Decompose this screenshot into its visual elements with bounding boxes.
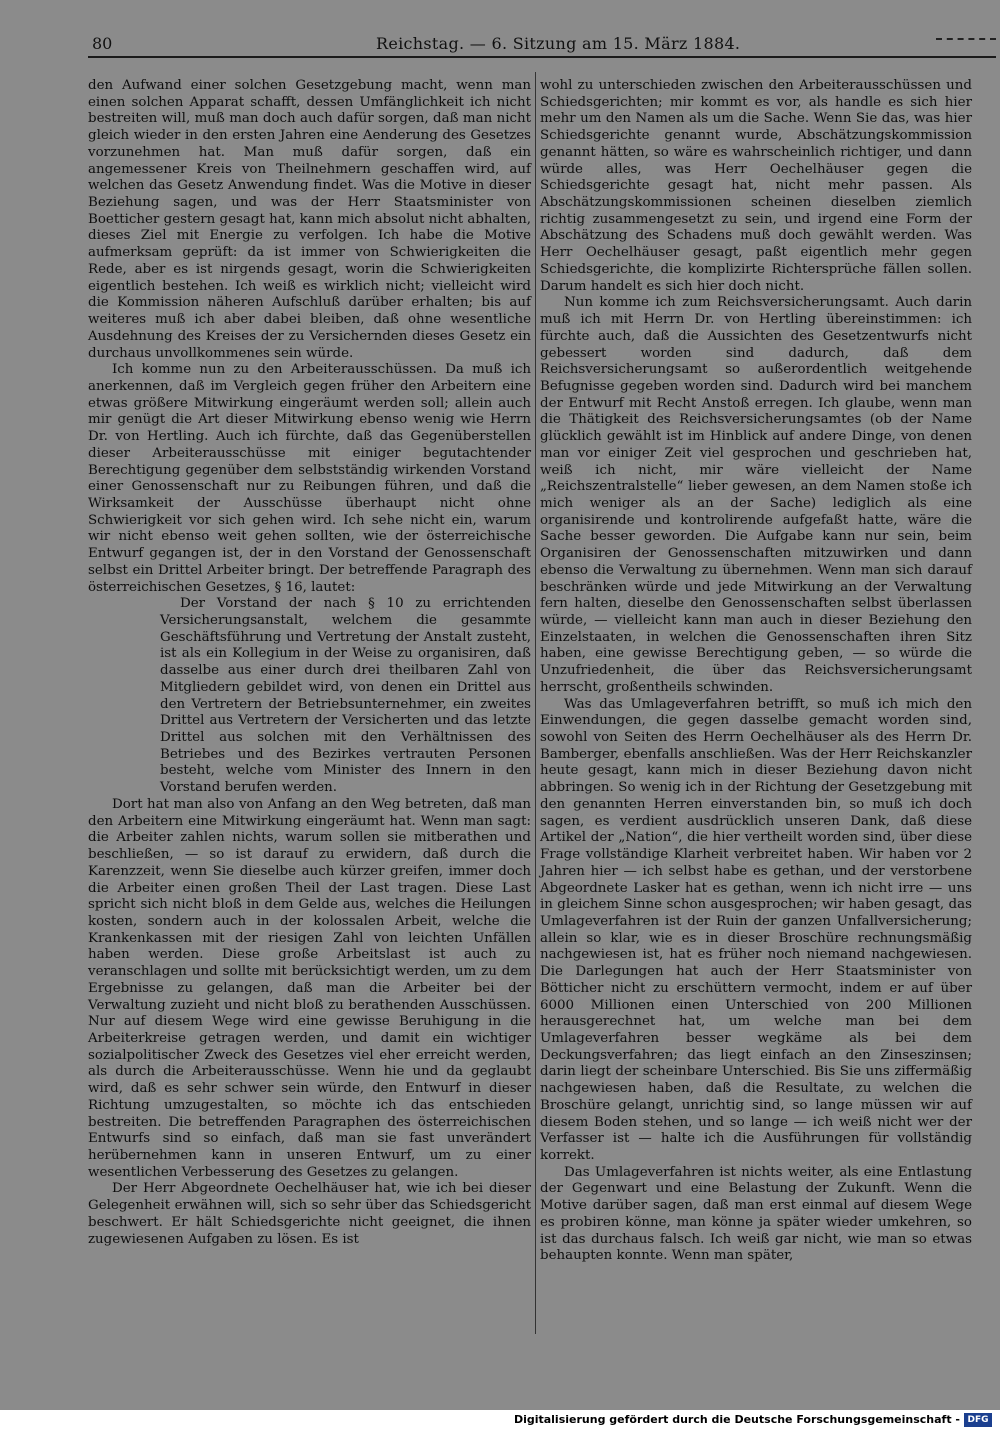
paragraph: Der Herr Abgeordnete Oechelhäuser hat, wie ich bei dieser Gelegenheit erwähnen will, sich so sehr über das Schiedsgericht beschwert. Er hält Schiedsgerichte nicht geeignet, die ihnen zugewiesenen Aufgaben zu lösen. Es ist (88, 1181, 531, 1247)
column-divider (535, 72, 536, 1334)
running-title: Reichstag. — 6. Sitzung am 15. März 1884. (376, 34, 741, 53)
dfg-logo: DFG (964, 1413, 992, 1427)
paragraph: Das Umlageverfahren ist nichts weiter, als eine Entlastung der Gegenwart und eine Belastung der Zukunft. Wenn die Motive darüber sagen, daß man erst einmal auf diesem Wege es probiren könne, man könne ja später wieder umkehren, so ist das durchaus falsch. Ich weiß gar nicht, wie man so etwas behaupten konnte. Wenn man später, (540, 1164, 972, 1264)
header-rule (936, 38, 996, 40)
page-header (88, 34, 996, 58)
footer (0, 1410, 1000, 1432)
left-column (88, 78, 531, 1248)
paragraph: Nun komme ich zum Reichsversicherungsamt. Auch darin muß ich mit Herrn Dr. von Hertling übereinstimmen: ich fürchte auch, daß die Aussichten des Gesetzentwurfs nicht gebessert worden sind dadurch, daß dem Reichsversicherungsamt so außerordentlich weitgehende Befugnisse gegeben worden sind. Dadurch wird bei manchem der Entwurf mit Recht Anstoß erregen. Ich glaube, wenn man die Thätigkeit des Reichsversicherungsamtes (ob der Name glücklich gewählt ist im Hinblick auf andere Dinge, von denen man vor einiger Zeit viel gesprochen und geschrieben hat, weiß ich nicht, mir wäre vielleicht der Name „Reichszentralstelle“ lieber gewesen, an dem Namen stoße ich mich weniger als an der Sache) lediglich als eine organisirende und kontrolirende aufgefaßt hatte, wäre die Sache besser geworden. Die Aufgabe kann nur sein, beim Organisiren der Genossenschaften mitzuwirken und dann ebenso die Verwaltung zu übernehmen. Wenn man sich darauf beschränken würde und jede Mitwirkung an der Verwaltung fern halten, dieselbe den Genossenschaften selbst überlassen würde, — vielleicht kann man auch in dieser Beziehung den Einzelstaaten, in welchen die Genossenschaften ihren Sitz haben, eine gewisse Berechtigung geben, — so würde die Unzufriedenheit, die über das Reichsversicherungsamt herrscht, großentheils schwinden. (540, 295, 972, 695)
right-column (540, 78, 972, 1265)
paragraph: Ich komme nun zu den Arbeiterausschüssen. Da muß ich anerkennen, daß im Vergleich gegen früher den Arbeitern eine etwas größere Mitwirkung eingeräumt werden soll; allein auch mir genügt die Art dieser Mitwirkung ebenso wenig wie Herrn Dr. von Hertling. Auch ich fürchte, daß das Gegenüberstellen dieser Arbeiterausschüsse mit einiger begutachtender Berechtigung gegenüber dem selbstständig wirkenden Vorstand einer Genossenschaft nur zu Reibungen führen, und daß die Wirksamkeit der Ausschüsse überhaupt nicht ohne Schwierigkeit vor sich gehen wird. Ich sehe nicht ein, warum wir nicht ebenso weit gehen sollten, wie der österreichische Entwurf gegangen ist, der in den Vorstand der Genossenschaft selbst ein Drittel Arbeiter bringt. Der betreffende Paragraph des österreichischen Gesetzes, § 16, lautet: (88, 362, 531, 595)
paragraph: den Aufwand einer solchen Gesetzgebung macht, wenn man einen solchen Apparat schafft, dessen Umfänglichkeit ich nicht bestreiten will, muß man doch auch dafür sorgen, daß man nicht gleich wieder in den ersten Jahren eine Aenderung des Gesetzes vorzunehmen hat. Man muß dafür sorgen, daß ein angemessener Kreis von Theilnehmern geschaffen wird, auf welchen das Gesetz Anwendung findet. Was die Motive in dieser Beziehung sagen, und was der Herr Staatsminister von Boetticher gestern gesagt hat, kann mich absolut nicht abhalten, dieses Ziel mit Energie zu verfolgen. Ich habe die Motive aufmerksam geprüft: da ist immer von Schwierigkeiten die Rede, aber es ist nirgends gesagt, worin die Schwierigkeiten eigentlich bestehen. Ich weiß es wirklich nicht; vielleicht wird die Kommission näheren Aufschluß darüber erhalten; bis auf weiteres muß ich aber dabei bleiben, daß ohne wesentliche Ausdehnung des Kreises der zu Versichernden dieses Gesetz ein durchaus unvollkommenes sein würde. (88, 78, 531, 361)
funding-credit: Digitalisierung gefördert durch die Deutsche Forschungsgemeinschaft - (513, 1413, 960, 1426)
paragraph: Dort hat man also von Anfang an den Weg betreten, daß man den Arbeitern eine Mitwirkung eingeräumt hat. Wenn man sagt: die Arbeiter zahlen nichts, warum sollen sie mitberathen und beschließen, — so ist darauf zu erwidern, daß durch die Karenzzeit, wenn Sie dieselbe auch kürzer greifen, immer doch die Arbeiter einen großen Theil der Last tragen. Diese Last spricht sich nicht bloß in dem Gelde aus, welches die Heilungen kosten, sondern auch in der kolossalen Arbeit, welche die Krankenkassen mit der riesigen Zahl von leichten Unfällen haben werden. Diese große Arbeitslast ist auch zu veranschlagen und sollte mit berücksichtigt werden, um zu dem Ergebnisse zu gelangen, daß man die Arbeiter bei der Verwaltung zuzieht und nicht bloß zu berathenden Ausschüssen. Nur auf diesem Wege wird eine gewisse Beruhigung in die Arbeiterkreise getragen werden, und damit ein wichtiger sozialpolitischer Zweck des Gesetzes viel eher erreicht werden, als durch die Arbeiterausschüsse. Wenn hie und da geglaubt wird, daß es sehr schwer sein würde, den Entwurf in dieser Richtung umzugestalten, so möchte ich das entschieden bestreiten. Die betreffenden Paragraphen des österreichischen Entwurfs sind so einfach, daß man sie fast unverändert herübernehmen kann in unseren Entwurf, um zu einer wesentlichen Verbesserung des Gesetzes zu gelangen. (88, 796, 531, 1180)
paragraph: wohl zu unterschieden zwischen den Arbeiterausschüssen und Schiedsgerichten; mir kommt es vor, als handle es sich hier mehr um den Namen als um die Sache. Wenn Sie das, was hier Schiedsgerichte genannt wurde, Abschätzungskommission genannt hätten, so wäre es wahrscheinlich richtiger, und dann würde alles, was Herr Oechelhäuser gegen die Schiedsgerichte gesagt hat, nicht mehr passen. Als Abschätzungskommissionen scheinen dieselben ziemlich richtig zusammengesetzt zu sein, und irgend eine Form der Abschätzung des Schadens muß doch gewählt werden. Was Herr Oechelhäuser gesagt, paßt eigentlich mehr gegen Schiedsgerichte, die komplizirte Richtersprüche fällen sollen. Darum handelt es sich hier doch nicht. (540, 78, 972, 294)
paragraph: Was das Umlageverfahren betrifft, so muß ich mich den Einwendungen, die gegen dasselbe gemacht worden sind, sowohl von Seiten des Herrn Oechelhäuser als des Herrn Dr. Bamberger, ebenfalls anschließen. Was der Herr Reichskanzler heute gesagt, kann mich in dieser Beziehung davon nicht abbringen. So wenig ich in der Richtung der Gesetzgebung mit den genannten Herren einverstanden bin, so muß ich doch sagen, es verdient ausdrücklich unseren Dank, daß diese Artikel der „Nation“, die hier vertheilt worden sind, über diese Frage vollständige Klarheit verbreitet haben. Wir haben vor 2 Jahren hier — ich selbst habe es gethan, und der verstorbene Abgeordnete Lasker hat es gethan, wenn ich nicht irre — uns in gleichem Sinne schon ausgesprochen; wir haben gesagt, das Umlageverfahren ist der Ruin der ganzen Unfallversicherung; allein so klar, wie es in dieser Broschüre rechnungsmäßig nachgewiesen ist, hat es früher noch niemand nachgewiesen. Die Darlegungen hat auch der Herr Staatsminister von Bötticher nicht zu erschüttern vermocht, indem er auf über 6000 Millionen einen Unterschied von 200 Millionen herausgerechnet hat, um welche man bei dem Umlageverfahren besser wegkäme als bei dem Deckungsverfahren; das liegt einfach an den Zinseszinsen; darin liegt der scheinbare Unterschied. Bis Sie uns ziffermäßig nachgewiesen haben, daß die Resultate, zu welchen die Broschüre gelangt, unrichtig sind, so lange müssen wir auf diesem Boden stehen, und so lange — ich weiß nicht wer der Verfasser ist — halte ich die Ausführungen für vollständig korrekt. (540, 696, 972, 1163)
quoted-paragraph: Der Vorstand der nach § 10 zu errichtenden Versicherungsanstalt, welchem die gesammte Geschäftsführung und Vertretung der Anstalt zusteht, ist als ein Kollegium in der Weise zu organisiren, daß dasselbe aus einer durch drei theilbaren Zahl von Mitgliedern gebildet wird, von denen ein Drittel aus den Vertretern der Betriebsunternehmer, ein zweites Drittel aus Vertretern der Versicherten und das letzte Drittel aus solchen mit den Verhältnissen des Betriebes und des Bezirkes vertrauten Personen besteht, welche vom Minister des Innern in den Vorstand berufen werden. (160, 596, 531, 796)
page-number: 80 (92, 34, 113, 53)
